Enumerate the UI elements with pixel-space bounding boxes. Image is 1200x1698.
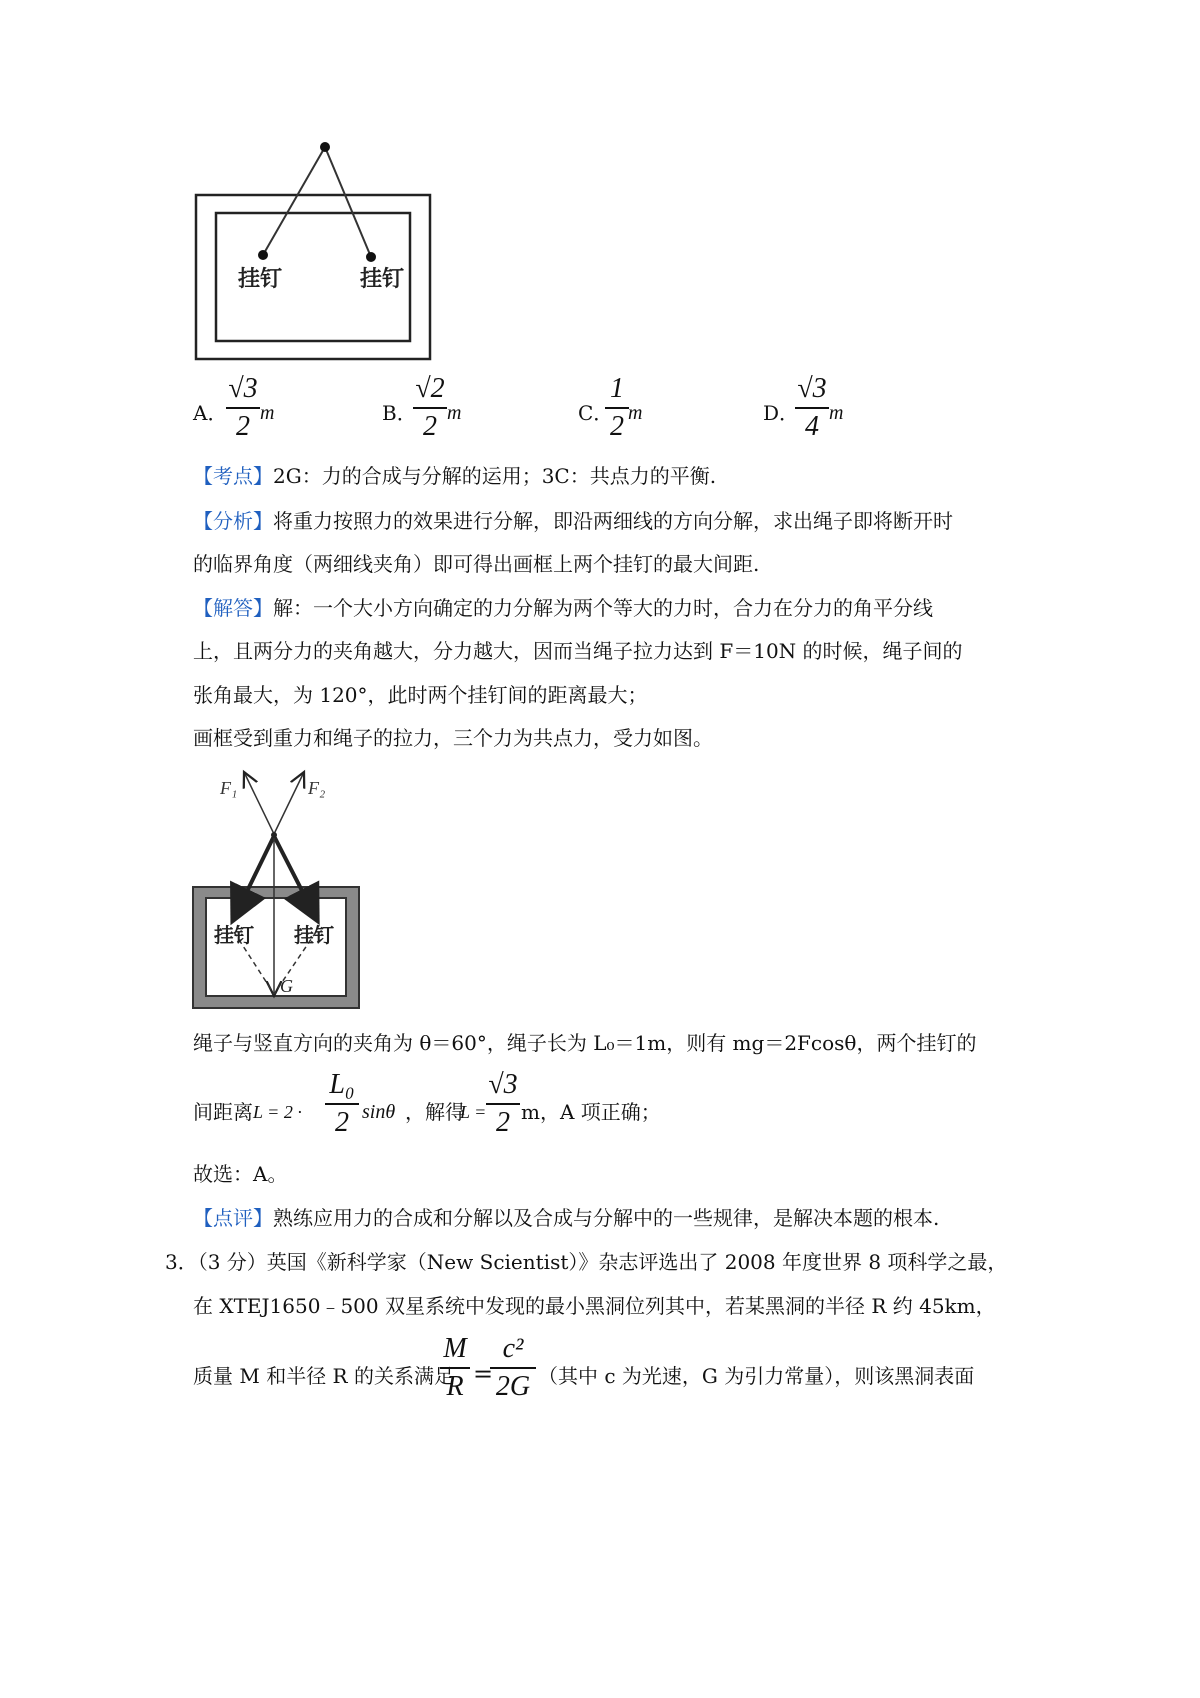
- fenxi-tag: 【分析】: [193, 509, 273, 533]
- kaodian-tag: 【考点】: [193, 464, 273, 488]
- option-fraction: √2 2: [413, 372, 447, 444]
- kaodian-text: 2G：力的合成与分解的运用；3C：共点力的平衡.: [273, 464, 717, 488]
- option-letter: D．: [763, 401, 800, 425]
- jieda-tag: 【解答】: [193, 596, 273, 620]
- eq1-left: L = 2 ·: [253, 1102, 302, 1122]
- force-label-g: G: [280, 976, 293, 996]
- q3-line-3-prefix: 质量 M 和半径 R 的关系满足: [193, 1364, 454, 1388]
- mid-text: ，解得: [405, 1100, 465, 1124]
- eq2-tail: m，A 项正确；: [521, 1100, 661, 1124]
- force-label-f1: F₁: [220, 778, 238, 798]
- option-unit: m: [447, 402, 462, 424]
- mass-radius-fraction: M R: [440, 1332, 470, 1404]
- jieda-line-4: 画框受到重力和绳子的拉力，三个力为共点力，受力如图。: [193, 726, 713, 750]
- option-unit: m: [260, 402, 275, 424]
- option-fraction: √3 4: [795, 372, 829, 444]
- nail-label-right: 挂钉: [294, 923, 334, 947]
- eq2-left: L =: [460, 1102, 487, 1122]
- jieda-line-3: 张角最大，为 120°，此时两个挂钉间的距离最大；: [193, 683, 648, 707]
- jieda-line-2: 上，且两分力的夹角越大，分力越大，因而当绳子拉力达到 F＝10N 的时候，绳子间的: [193, 639, 963, 663]
- q3-line-1: 3．（3 分）英国《新科学家（New Scientist）》杂志评选出了 2008 年度世界 8 项科学之最，: [165, 1250, 1008, 1274]
- nail-label-left: 挂钉: [214, 923, 254, 947]
- option-letter: A．: [193, 401, 228, 425]
- option-letter: B．: [382, 401, 417, 425]
- eq1-tail: sinθ: [362, 1101, 396, 1123]
- option-unit: m: [628, 402, 643, 424]
- dianping-text: 熟练应用力的合成和分解以及合成与分解中的一些规律，是解决本题的根本.: [273, 1206, 940, 1230]
- option-unit: m: [829, 402, 844, 424]
- kaodian-line: [193, 462, 716, 490]
- nail-label-left: 挂钉: [238, 267, 283, 292]
- option-letter: C．: [578, 401, 614, 425]
- dist-prefix: 间距离: [193, 1100, 253, 1124]
- option-fraction: √3 2: [226, 372, 260, 444]
- q3-line-2: 在 XTEJ1650﹣500 双星系统中发现的最小黑洞位列其中，若某黑洞的半径 R 约 45km，: [193, 1294, 996, 1318]
- eq2-fraction: √3 2: [486, 1068, 520, 1140]
- eq1-fraction: L₀ 2: [325, 1068, 359, 1140]
- answer-line: 故选：A。: [193, 1162, 288, 1186]
- fenxi-line-1: 【分析】将重力按照力的效果进行分解，即沿两细线的方向分解，求出绳子即将断开时: [193, 509, 953, 533]
- nail-label-right: 挂钉: [360, 267, 405, 292]
- equals-sign: =: [473, 1360, 494, 1388]
- result-line-1: 绳子与竖直方向的夹角为 θ＝60°，绳子长为 L₀＝1m，则有 mg＝2Fcosθ，两个挂钉的: [193, 1031, 977, 1055]
- light-speed-fraction: c² 2G: [490, 1332, 536, 1404]
- force-diagram: [190, 764, 365, 1012]
- jieda-line-1: 【解答】解：一个大小方向确定的力分解为两个等大的力时，合力在分力的角平分线: [193, 596, 933, 620]
- force-label-f2: F₂: [308, 778, 326, 798]
- dianping-tag: 【点评】: [193, 1206, 273, 1230]
- frame-figure-1: [190, 135, 440, 370]
- option-fraction: 1 2: [605, 372, 629, 444]
- dianping-line: [193, 1204, 939, 1232]
- q3-line-3-suffix: （其中 c 为光速，G 为引力常量），则该黑洞表面: [538, 1364, 975, 1388]
- fenxi-line-2: 的临界角度（两细线夹角）即可得出画框上两个挂钉的最大间距.: [193, 552, 760, 576]
